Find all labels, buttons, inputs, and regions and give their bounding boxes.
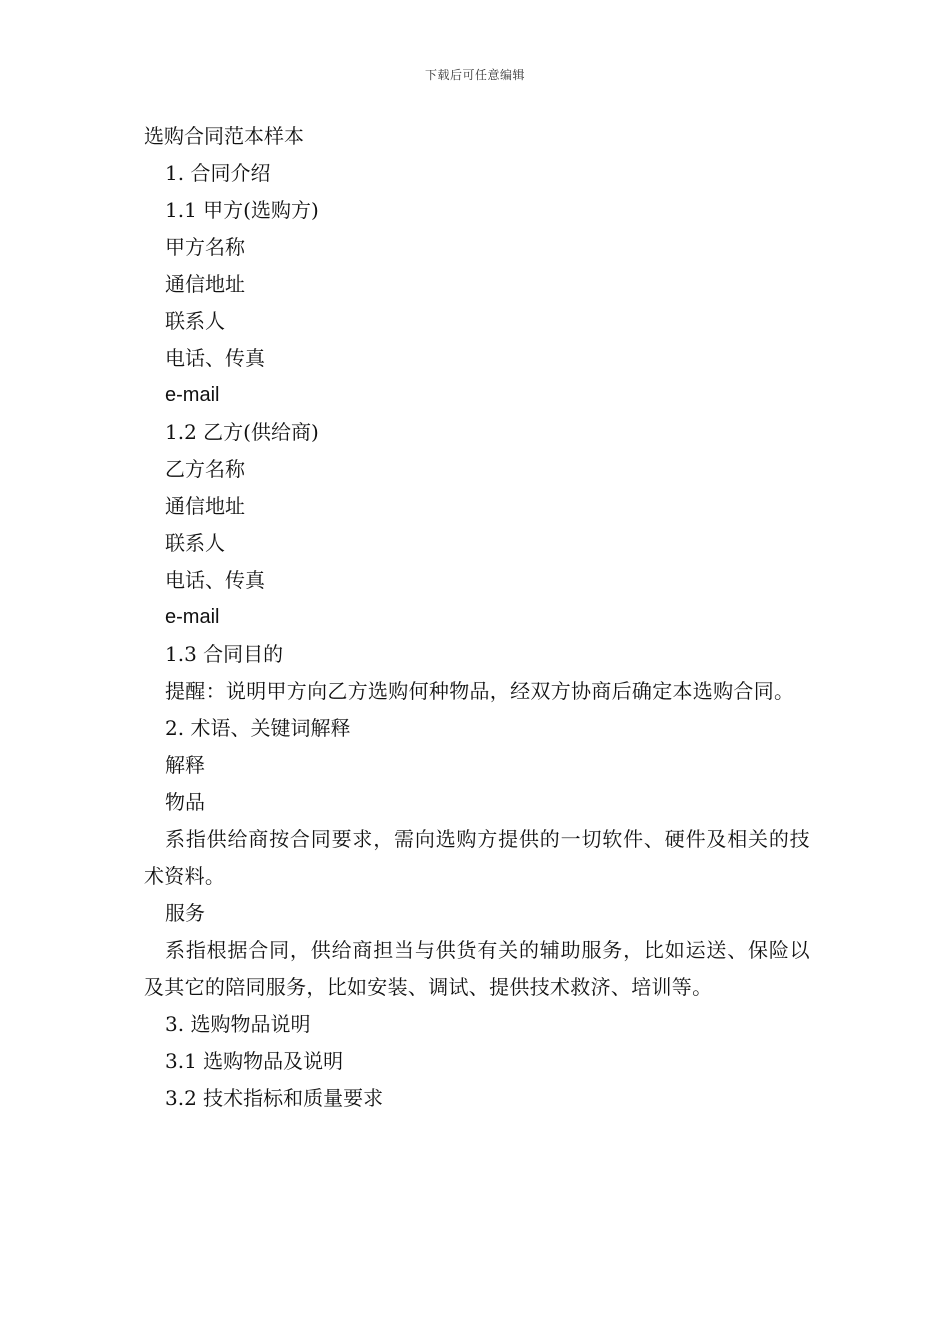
service-term: 服务 (165, 901, 205, 925)
party-a-name-label: 甲方名称 (165, 235, 245, 259)
party-a-phone-fax-label: 电话、传真 (165, 346, 265, 370)
purpose-note-paragraph: 提醒：说明甲方向乙方选购何种物品，经双方协商后确定本选购合同。 (165, 679, 795, 703)
section-3-heading: 3. 选购物品说明 (165, 1012, 311, 1036)
party-b-email-label: e-mail (165, 606, 220, 628)
goods-term: 物品 (165, 790, 205, 814)
section-1-1-heading: 1.1 甲方(选购方) (165, 198, 319, 222)
goods-definition-paragraph: 系指供给商按合同要求，需向选购方提供的一切软件、硬件及相关的技术资料。 (144, 827, 810, 888)
party-b-contact-label: 联系人 (165, 531, 225, 555)
party-a-email-label: e-mail (165, 384, 220, 406)
party-b-phone-fax-label: 电话、传真 (165, 568, 265, 592)
document-title: 选购合同范本样本 (144, 124, 304, 148)
party-b-name-label: 乙方名称 (165, 457, 245, 481)
section-1-heading: 1. 合同介绍 (165, 161, 271, 185)
section-3-2-heading: 3.2 技术指标和质量要求 (165, 1086, 384, 1110)
page-header: 下载后可任意编辑 (424, 68, 525, 82)
section-1-2-heading: 1.2 乙方(供给商) (165, 420, 319, 444)
document-body (144, 118, 810, 1117)
party-a-contact-label: 联系人 (165, 309, 225, 333)
explain-label: 解释 (165, 753, 205, 777)
section-1-3-heading: 1.3 合同目的 (165, 642, 284, 666)
party-a-address-label: 通信地址 (165, 272, 245, 296)
section-3-1-heading: 3.1 选购物品及说明 (165, 1049, 344, 1073)
service-definition-paragraph: 系指根据合同，供给商担当与供货有关的辅助服务，比如运送、保险以及其它的陪同服务，比如安装、调试、提供技术救济、培训等。 (144, 938, 810, 999)
party-b-address-label: 通信地址 (165, 494, 245, 518)
section-2-heading: 2. 术语、关键词解释 (165, 716, 351, 740)
